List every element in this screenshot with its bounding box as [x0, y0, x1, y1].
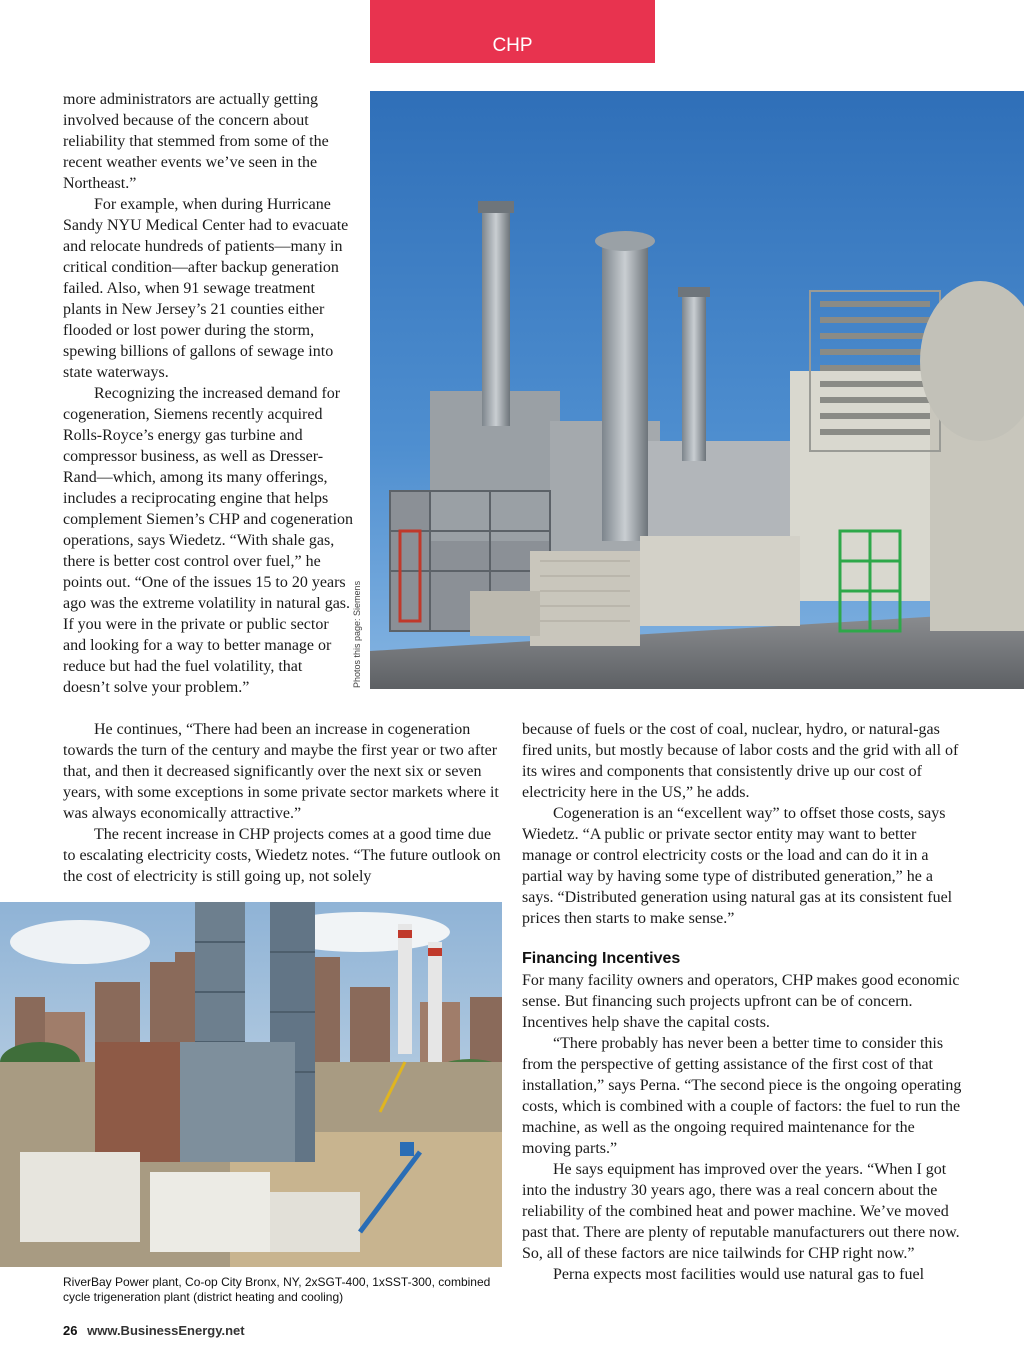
- paragraph: Recognizing the increased demand for cogeneration, Siemens recently acquired Rolls-Royce’s energy gas turbine and compressor business, as well as Dresser-Rand—which, among its many offerings, includes a reciprocating engine that helps complement Siemen’s CHP and cogeneration operations, says Wiedetz. “With shale gas, there is better cost control over fuel,” he points out. “One of the issues 15 to 20 years ago was the extreme volatility in natural gas. If you were in the private or public sector and looking for a way to better manage or reduce but had the fuel volatility, that doesn’t solve your problem.”: [63, 385, 354, 696]
- right-column: [522, 719, 962, 1285]
- paragraph: more administrators are actually getting involved because of the concern about reliability that stemmed from some of the recent weather events we’ve seen in the Northeast.”: [63, 91, 329, 192]
- section-tab: [370, 0, 655, 63]
- photo-caption: RiverBay Power plant, Co-op City Bronx, NY, 2xSGT-400, 1xSST-300, combined cycle trigeneration plant (district heating and cooling): [63, 1275, 491, 1304]
- page-footer: [63, 1323, 245, 1338]
- section-subheading: Financing Incentives: [522, 950, 681, 967]
- paragraph: “There probably has never been a better time to consider this from the perspective of getting assistance of the first cost of that installation,” says Perna. “The second piece is the ongoing operating costs, which is combined with a couple of factors: the fuel to run the machine, as well as the ongoing required maintenance for the moving parts.”: [522, 1035, 962, 1157]
- paragraph: For example, when during Hurricane Sandy NYU Medical Center had to evacuate and relocate hundreds of patients—many in critical condition—after backup generation failed. Also, when 91 sewage treatment plants in New Jersey’s 21 counties either flooded or lost power during the storm, spewing billions of gallons of sewage into state waterways.: [63, 196, 349, 381]
- paragraph: because of fuels or the cost of coal, nuclear, hydro, or natural-gas fired units, but mostly because of labor costs and the grid with all of its wires and components that consistently drive up our cost of electricity here in the US,” he adds.: [522, 721, 959, 801]
- photo-credit: Photos this page: Siemens: [352, 580, 362, 688]
- paragraph: He continues, “There had been an increase in cogeneration towards the turn of the century and maybe the first year or two after that, and then it decreased significantly over the next six or seven years, with some exceptions in some private sector markets where it was always economically attractive.”: [63, 721, 499, 822]
- left-column-upper: [63, 89, 353, 698]
- paragraph: Cogeneration is an “excellent way” to offset those costs, says Wiedetz. “A public or private sector entity may want to better manage or control electricity costs or the load and can do it in a partial way by having some type of distributed generation,” he a says. “Distributed generation using natural gas at its consistent fuel prices then starts to make sense.”: [522, 805, 953, 927]
- page-number: 26: [63, 1323, 78, 1338]
- left-column-lower: [63, 719, 503, 887]
- paragraph: He says equipment has improved over the years. “When I got into the industry 30 years ago, there was a real concern about the reliability of the combined heat and power machine. We’ve moved past that. There are plenty of reputable manufacturers out there now. So, all of these factors are nice tailwinds for CHP right now.”: [522, 1161, 960, 1262]
- power-plant-photo: [370, 91, 1024, 689]
- riverbay-plant-photo: [0, 902, 502, 1267]
- paragraph: The recent increase in CHP projects comes at a good time due to escalating electricity costs, Wiedetz notes. “The future outlook on the cost of electricity is still going up, not solely: [63, 826, 501, 885]
- website-link[interactable]: www.BusinessEnergy.net: [87, 1323, 245, 1338]
- paragraph: For many facility owners and operators, CHP makes good economic sense. But financing such projects upfront can be of concern. Incentives help shave the capital costs.: [522, 972, 960, 1031]
- section-label: CHP: [492, 35, 533, 56]
- paragraph: Perna expects most facilities would use natural gas to fuel: [553, 1266, 925, 1283]
